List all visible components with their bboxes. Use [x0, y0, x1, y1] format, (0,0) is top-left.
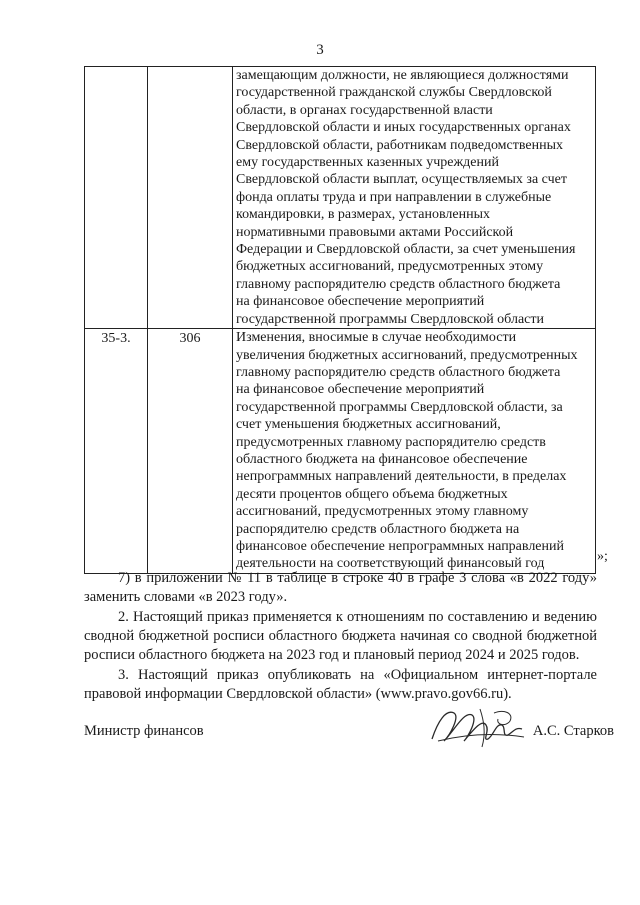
text-line: командировки, в размерах, установленных	[236, 207, 490, 223]
text-line: Свердловской области, работникам подведомственных	[236, 137, 563, 153]
text-line: финансовое обеспечение непрограммных направлений	[236, 538, 565, 554]
text-line: государственной программы Свердловской области	[236, 311, 544, 327]
closing-quote: »;	[597, 549, 608, 564]
text-line: счет уменьшения бюджетных ассигнований,	[236, 417, 501, 433]
text-line: непрограммных направлений деятельности, в пределах	[236, 469, 567, 485]
text-line: предусмотренных главному распорядителю средств	[236, 434, 546, 450]
text-line: Свердловской области выплат, осуществляемых за счет	[236, 172, 567, 188]
regulation-table	[84, 66, 596, 574]
text-line: на финансовое обеспечение мероприятий	[236, 294, 485, 310]
paragraph-item-7: 7) в приложении № 11 в таблице в строке 40 в графе 3 слова «в 2022 году» заменить словами «в 2023 году».	[84, 570, 597, 605]
text-line: областного бюджета на финансовое обеспечение	[236, 451, 528, 467]
text-line: ассигнований, предусмотренных этому главному	[236, 504, 529, 520]
text-line: деятельности на соответствующий финансовый год	[236, 556, 545, 572]
signature-block	[84, 723, 614, 747]
text-line: главному распорядителю средств областного бюджета	[236, 364, 561, 380]
paragraph-3: 3. Настоящий приказ опубликовать на «Официальном интернет-портале правовой информации Свердловской области» (www.pravo.gov66.ru).	[84, 667, 597, 702]
text-line: замещающим должности, не являющиеся должностями	[236, 68, 569, 83]
text-line: Изменения, вносимые в случае необходимости	[236, 330, 517, 346]
text-line: государственной гражданской службы Свердловской	[236, 85, 552, 101]
text-line: распорядителю средств областного бюджета на	[236, 521, 520, 537]
description-cell	[233, 329, 596, 574]
row-number-cell: 35-3.	[85, 329, 148, 574]
description-cell	[233, 67, 596, 329]
text-line: фонда оплаты труда и при направлении в служебные	[236, 189, 552, 205]
text-line: увеличения бюджетных ассигнований, предусмотренных	[236, 347, 578, 363]
row-number-cell	[85, 67, 148, 329]
signatory-name: А.С. Старков	[532, 723, 614, 739]
text-line: нормативными правовыми актами Российской	[236, 224, 514, 240]
table-row	[85, 67, 596, 329]
code-cell	[148, 67, 233, 329]
text-line: области, в органах государственной власти	[236, 102, 493, 118]
paragraph-2: 2. Настоящий приказ применяется к отношениям по составлению и ведению сводной бюджетной росписи областного бюджета начиная со сводной бюджетной росписи областного бюджета на 2023 год и плановый период 2024 и 2025 годов.	[84, 609, 597, 663]
table-row	[85, 329, 596, 574]
page-number: 3	[316, 42, 324, 58]
text-line: Свердловской области и иных государственных органах	[236, 120, 571, 136]
text-line: главному распорядителю средств областного бюджета	[236, 276, 561, 292]
code-cell: 306	[148, 329, 233, 574]
text-line: бюджетных ассигнований, предусмотренных этому	[236, 259, 544, 275]
text-line: десяти процентов общего объема бюджетных	[236, 486, 508, 502]
text-line: Федерации и Свердловской области, за счет уменьшения	[236, 242, 576, 258]
handwritten-signature	[424, 701, 534, 751]
text-line: ему государственных казенных учреждений	[236, 155, 499, 171]
signatory-title: Министр финансов	[84, 723, 204, 739]
text-line: на финансовое обеспечение мероприятий	[236, 382, 485, 398]
text-line: государственной программы Свердловской области, за	[236, 399, 563, 415]
